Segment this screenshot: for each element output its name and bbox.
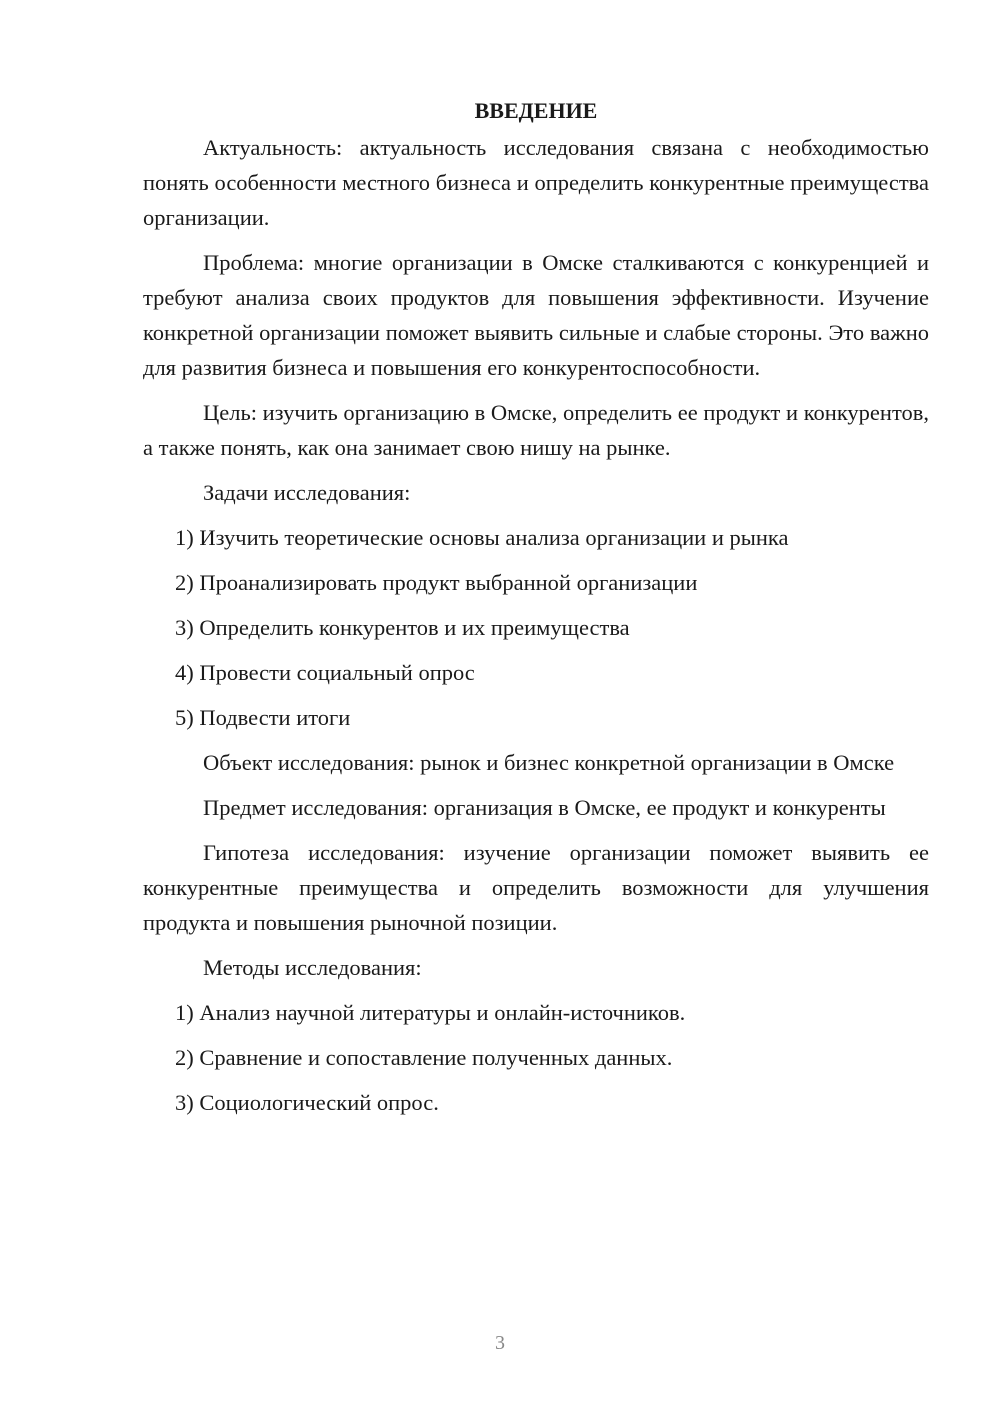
subject-paragraph: Предмет исследования: организация в Омске, ее продукт и конкуренты: [203, 795, 886, 820]
methods-heading: Методы исследования:: [203, 955, 422, 980]
goal-paragraph: Цель: изучить организацию в Омске, определить ее продукт и конкурентов, а также понять, как она занимает свою нишу на рынке.: [143, 400, 929, 460]
page-number: 3: [495, 1332, 505, 1354]
document-page: [143, 92, 929, 1130]
hypothesis-paragraph: Гипотеза исследования: изучение организации поможет выявить ее конкурентные преимущества и определить возможности для улучшения продукта и повышения рыночной позиции.: [143, 840, 929, 935]
method-list-item: 1) Анализ научной литературы и онлайн-источников.: [175, 1000, 686, 1025]
relevance-paragraph: Актуальность: актуальность исследования связана с необходимостью понять особенности местного бизнеса и определить конкурентные преимущества организации.: [143, 135, 929, 230]
method-list-item: 2) Сравнение и сопоставление полученных данных.: [175, 1045, 673, 1070]
task-list-item: 5) Подвести итоги: [175, 705, 351, 730]
task-list-item: 3) Определить конкурентов и их преимущества: [175, 615, 630, 640]
task-list-item: 2) Проанализировать продукт выбранной организации: [175, 570, 698, 595]
task-list-item: 4) Провести социальный опрос: [175, 660, 475, 685]
problem-paragraph: Проблема: многие организации в Омске сталкиваются с конкуренцией и требуют анализа своих продуктов для повышения эффективности. Изучение конкретной организации поможет выявить сильные и слабые стороны. Это важно для развития бизнеса и повышения его конкурентоспособности.: [143, 250, 929, 380]
tasks-heading: Задачи исследования:: [203, 480, 411, 505]
section-title: ВВЕДЕНИЕ: [474, 98, 598, 123]
task-list-item: 1) Изучить теоретические основы анализа организации и рынка: [175, 525, 789, 550]
method-list-item: 3) Социологический опрос.: [175, 1090, 439, 1115]
object-paragraph: Объект исследования: рынок и бизнес конкретной организации в Омске: [203, 750, 895, 775]
